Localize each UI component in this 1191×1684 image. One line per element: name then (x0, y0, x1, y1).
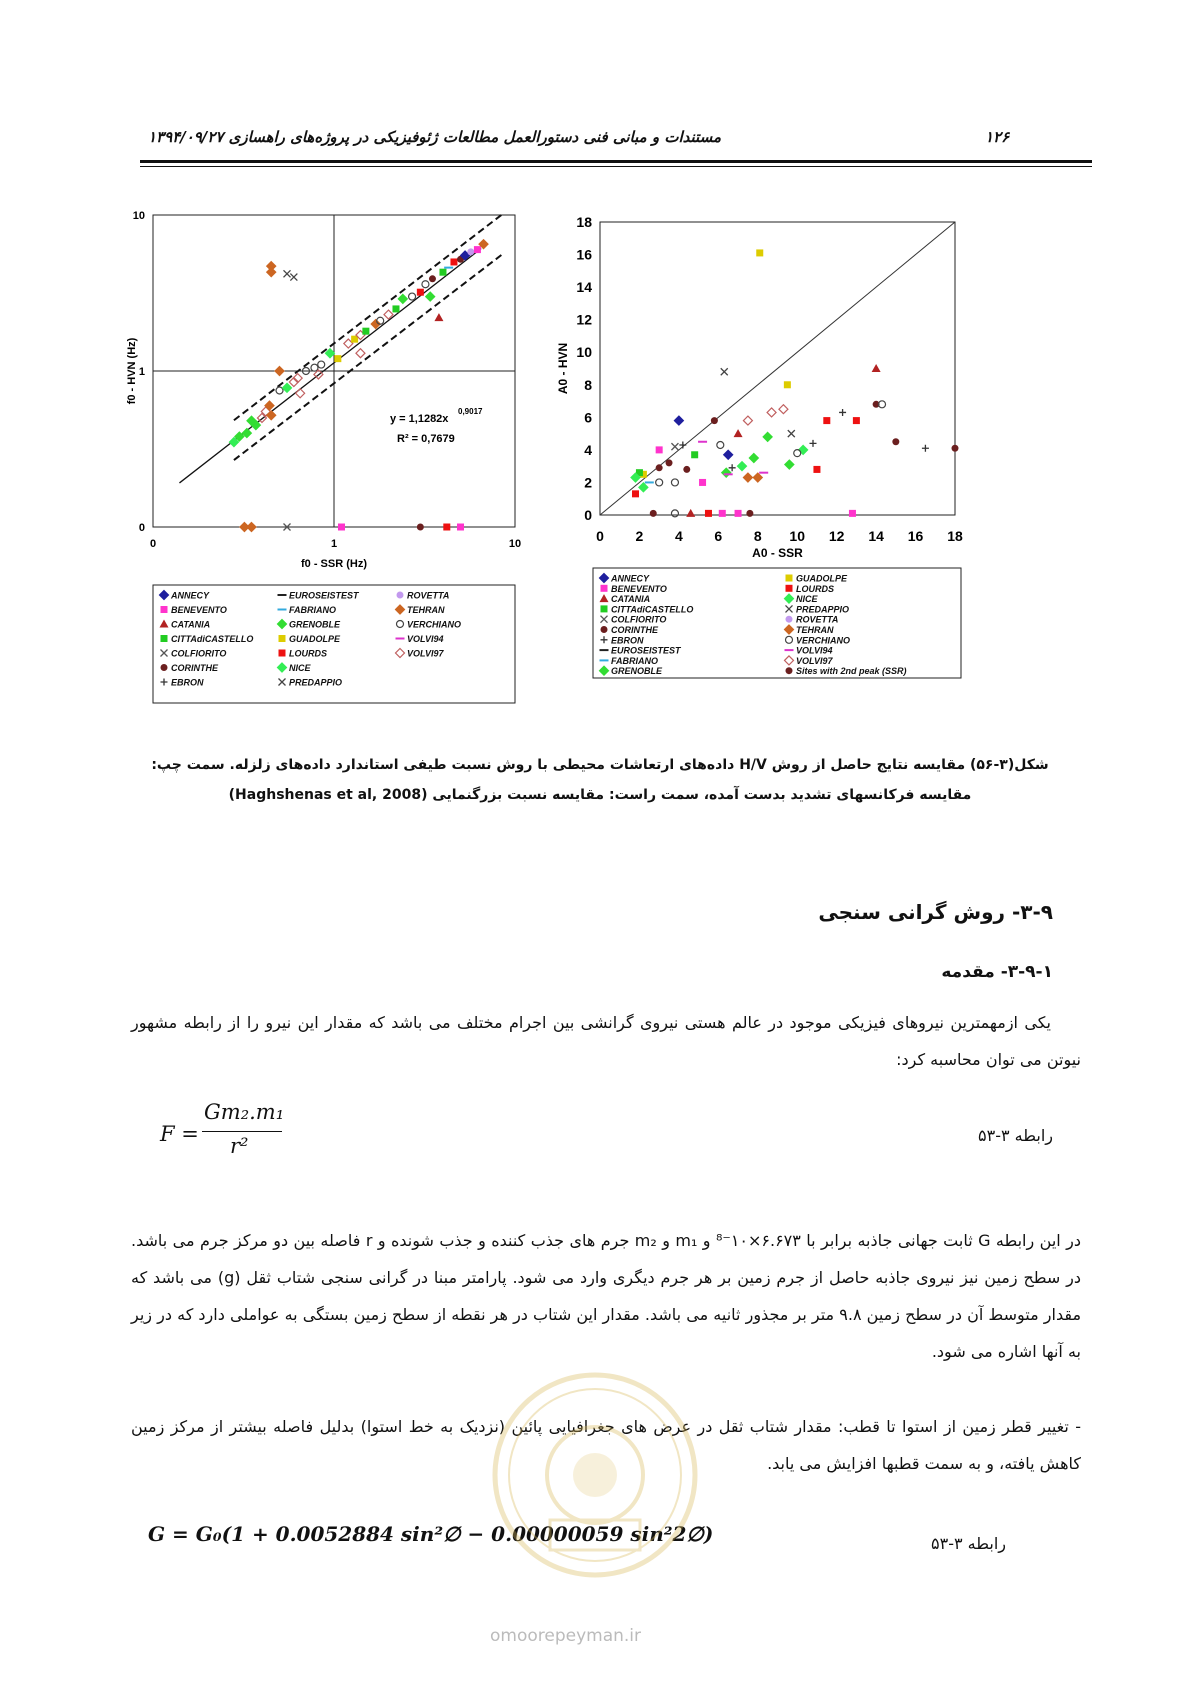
legend-label: GRENOBLE (611, 666, 663, 677)
legend-marker (601, 626, 608, 633)
data-point (417, 289, 424, 296)
y-tick-label: 6 (584, 409, 592, 426)
legend-label: EUROSEISTEST (289, 590, 359, 601)
data-point (719, 510, 726, 517)
legend-label: FABRIANO (611, 655, 658, 666)
legend-marker (601, 585, 608, 592)
legend-label: EBRON (171, 677, 204, 688)
legend-label: Sites with 2nd peak (SSR) (796, 666, 907, 677)
running-header-title: مستندات و مبانی فنی دستورالعمل مطالعات ژئوفیزیکی در پروژه‌های راهسازی ۱۳۹۴/۰۹/۲۷ (147, 128, 721, 146)
y-tick-label: 10 (132, 210, 145, 222)
legend-label: CORINTHE (171, 663, 218, 673)
header-rule-thick (140, 160, 1092, 163)
data-point (853, 417, 860, 424)
legend-label: PREDAPPIO (796, 604, 850, 615)
legend-label: TEHRAN (407, 605, 445, 615)
x-tick-label: 6 (714, 528, 723, 544)
y-tick-label: 10 (576, 344, 592, 361)
watermark-seal (490, 1370, 700, 1580)
regression-equation: y = 1,1282x (390, 413, 449, 425)
y-tick-label: 0 (138, 522, 145, 534)
x-tick-label: 10 (508, 538, 522, 550)
legend-label: CITTAdiCASTELLO (611, 604, 694, 615)
data-point (443, 524, 450, 531)
legend-label: GUADOLPE (796, 573, 848, 584)
data-point (813, 466, 820, 473)
legend-label: VERCHIANO (407, 619, 462, 630)
legend-label: COLFIORITO (611, 614, 667, 625)
legend-label: NICE (796, 594, 818, 605)
legend-marker (786, 575, 793, 582)
legend-label: VOLVI94 (407, 634, 444, 644)
paragraph-earth-radius: - تغییر قطر زمین از استوا تا قطب: مقدار شتاب ثقل در عرض های جغرافیایی پائین (نزدیک به خط استوا) بدلیل فاصله بیشتر از مرکز زمین کاهش یافته، و به سمت قطبها افزایش می یابد. (131, 1417, 1081, 1473)
figure-caption-line2: مقایسه فرکانسهای تشدید بدست آمده، سمت راست: مقایسه نسبت بزرگنمایی (Haghshenas et al, 2008) (228, 787, 972, 803)
x-tick-label: 14 (868, 528, 884, 544)
legend-marker (279, 650, 286, 657)
legend-marker (786, 667, 793, 674)
legend-label: LOURDS (796, 583, 834, 594)
x-tick-label: 18 (947, 528, 963, 544)
legend-label: GUADOLPE (289, 634, 341, 644)
paragraph-intro: یکی ازمهمترین نیروهای فیزیکی موجود در عالم هستی نیروی گرانشی بین اجرام مختلف می باشد که مقدار این نیرو را از رابطه مشهور نیوتن می توان محاسبه کرد: (131, 1013, 1081, 1069)
legend-label: CATANIA (611, 594, 651, 605)
legend-label: VOLVI94 (796, 645, 833, 656)
x-tick-label: 0 (149, 538, 157, 550)
data-point (334, 355, 341, 362)
legend-label: ANNECY (171, 590, 210, 601)
legend-label: CITTAdiCASTELLO (171, 634, 254, 644)
legend-label: BENEVENTO (611, 583, 667, 594)
data-point (656, 464, 663, 471)
data-point (683, 466, 690, 473)
chart-f0-comparison (125, 200, 545, 710)
paragraph-gravity-constant: در این رابطه G ثابت جهانی جاذبه برابر با ۶.۶۷۳×۱۰⁻⁸ و m₁ و m₂ جرم های جذب کننده و جذب شونده و r فاصله بین دو مرکز جرم می باشد. در سطح زمین نیز نیروی جاذبه حاصل از جرم زمین بر هر جرم دیگری وارد می شود. پارامتر مبنا در گرانی سنجی شتاب ثقل (g) می باشد که مقدار متوسط آن در سطح زمین ۹.۸ متر بر مجذور ثانیه می باشد. مقدار این شتاب در هر نقطه از سطح زمین بستگی به عواملی دارد که در زیر به آنها اشاره می شود. (131, 1231, 1082, 1361)
legend-marker (161, 635, 168, 642)
y-tick-label: 16 (576, 246, 592, 263)
data-point (656, 446, 663, 453)
x-tick-label: 0 (596, 528, 604, 544)
data-point (362, 328, 369, 335)
chart-a0-comparison (556, 200, 1015, 710)
equation-1-numerator: Gm₂.m₁ (204, 1100, 285, 1124)
subsection-title: ۳-۹-۱- مقدمه (941, 962, 1053, 982)
y-tick-label: 1 (138, 366, 145, 378)
legend-label: VERCHIANO (796, 635, 851, 646)
legend-label: COLFIORITO (171, 648, 227, 659)
regression-exponent: 0,9017 (458, 407, 483, 416)
legend-label: ANNECY (611, 573, 650, 584)
figure-caption-line1: شکل(۳-۵۶) مقایسه نتایج حاصل از روش H/V داده‌های ارتعاشات محیطی با روش نسبت طیفی استاندارد داده‌های زلزله. سمت چپ: (151, 757, 1049, 773)
x-tick-label: 2 (635, 528, 644, 544)
equation-1-label: رابطه ۳-۵۳ (978, 1126, 1053, 1145)
legend-marker (279, 635, 286, 642)
data-point (746, 510, 753, 517)
data-point (756, 249, 763, 256)
watermark-site: omoorepeyman.ir (490, 1626, 642, 1646)
equation-2-label: رابطه ۳-۵۳ (931, 1534, 1006, 1553)
legend-label: LOURDS (289, 648, 327, 659)
legend-label: VOLVI97 (796, 655, 833, 666)
y-tick-label: 18 (576, 214, 592, 230)
data-point (632, 490, 639, 497)
y-tick-label: 14 (576, 279, 592, 296)
y-tick-label: 8 (584, 376, 592, 393)
x-axis-label: A0 - SSR (752, 546, 803, 560)
x-tick-label: 12 (828, 528, 845, 544)
legend-label: NICE (289, 663, 311, 673)
equation-1-lhs: F = (160, 1122, 199, 1146)
y-tick-label: 2 (584, 474, 592, 491)
legend-label: GRENOBLE (289, 619, 341, 630)
legend-label: ROVETTA (796, 614, 839, 625)
legend-marker (601, 605, 608, 612)
legend-label: BENEVENTO (171, 605, 227, 615)
legend-marker (397, 592, 404, 599)
legend-label: EBRON (611, 635, 644, 646)
data-point (439, 269, 446, 276)
data-point (711, 417, 718, 424)
y-tick-label: 4 (584, 441, 592, 458)
data-point (784, 381, 791, 388)
data-point (650, 510, 657, 517)
y-axis-label: f0 - HVN (Hz) (126, 337, 138, 405)
header-rule-thin (140, 166, 1092, 167)
regression-r2: R² = 0,7679 (397, 433, 455, 445)
data-point (467, 248, 474, 255)
data-point (474, 246, 481, 253)
y-tick-label: 12 (576, 311, 592, 328)
data-point (892, 438, 899, 445)
data-point (429, 275, 436, 282)
legend-label: PREDAPPIO (289, 677, 343, 688)
x-tick-label: 1 (330, 538, 338, 550)
data-point (849, 510, 856, 517)
legend-marker (161, 606, 168, 613)
data-point (699, 479, 706, 486)
y-axis-label: A0 - HVN (556, 342, 570, 395)
legend-marker (786, 585, 793, 592)
legend-marker (786, 616, 793, 623)
data-point (338, 524, 345, 531)
legend-label: EUROSEISTEST (611, 645, 681, 656)
data-point (691, 451, 698, 458)
section-title: ۳-۹- روش گرانی سنجی (818, 900, 1053, 924)
data-point (952, 445, 959, 452)
legend-label: FABRIANO (289, 605, 336, 615)
legend-label: ROVETTA (407, 590, 450, 601)
page-number: ۱۲۶ (985, 128, 1010, 146)
equation-1-fraction-bar (202, 1131, 282, 1132)
legend-label: CATANIA (171, 619, 211, 630)
equation-2: G = G₀(1 + 0.0052884 sin²∅ − 0.00000059 sin²2∅) (148, 1522, 714, 1546)
legend-label: CORINTHE (611, 625, 658, 635)
x-axis-label: f0 - SSR (Hz) (301, 558, 367, 570)
data-point (450, 258, 457, 265)
legend-label: TEHRAN (796, 625, 834, 635)
x-tick-label: 4 (674, 528, 683, 544)
y-tick-label: 0 (584, 507, 592, 523)
equation-1-denominator: r² (230, 1134, 249, 1158)
data-point (823, 417, 830, 424)
x-tick-label: 10 (789, 528, 806, 544)
data-point (705, 510, 712, 517)
legend-marker (161, 664, 168, 671)
x-tick-label: 8 (753, 528, 762, 544)
data-point (392, 305, 399, 312)
x-tick-label: 16 (907, 528, 924, 544)
data-point (735, 510, 742, 517)
legend-label: VOLVI97 (407, 648, 444, 659)
data-point (417, 524, 424, 531)
data-point (457, 524, 464, 531)
data-point (666, 459, 673, 466)
